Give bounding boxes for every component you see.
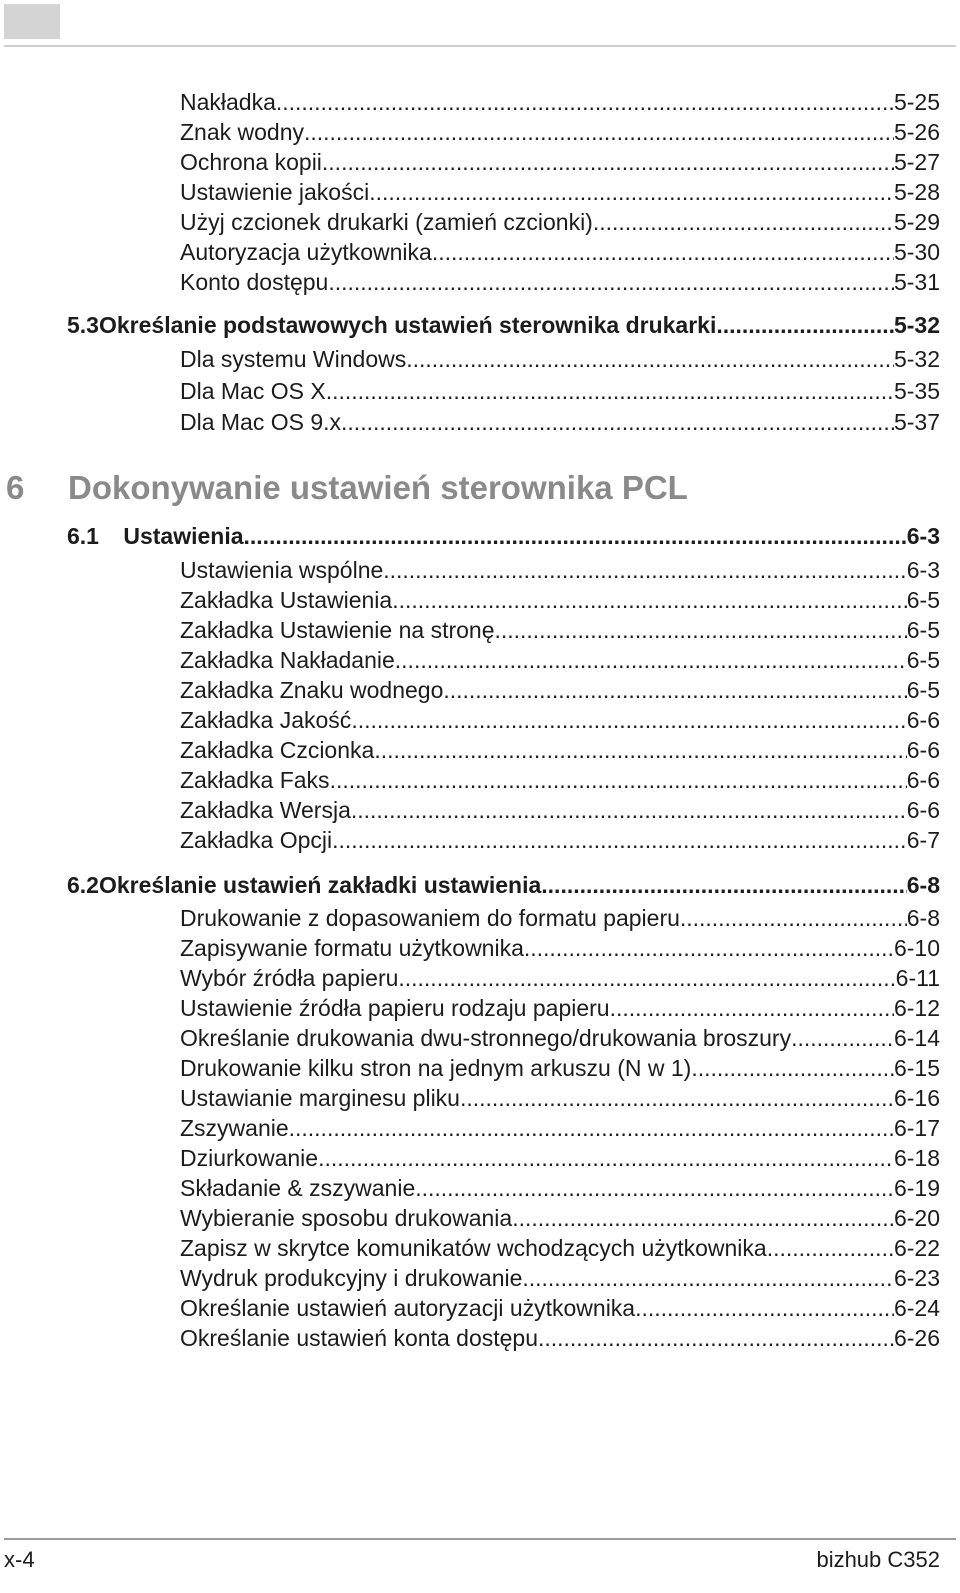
toc-entry[interactable] xyxy=(180,147,940,177)
toc-entry-title: Zakładka Ustawienie na stronę xyxy=(180,617,495,643)
toc-entry-page: 6-3 xyxy=(906,557,940,583)
section-title: Określanie podstawowych ustawień sterownika drukarki xyxy=(98,312,717,338)
toc-section-6-2[interactable] xyxy=(67,870,940,900)
toc-entry-title: Zakładka Jakość xyxy=(180,707,352,733)
dot-leader xyxy=(524,933,894,963)
toc-entry[interactable] xyxy=(180,675,940,705)
dot-leader xyxy=(351,705,906,735)
toc-entry[interactable] xyxy=(180,376,940,406)
toc-entry[interactable] xyxy=(180,1263,940,1293)
dot-leader xyxy=(791,1023,894,1053)
toc-entry-title: Zakładka Nakładanie xyxy=(180,647,395,673)
toc-entry[interactable] xyxy=(180,237,940,267)
toc-entry[interactable] xyxy=(180,1203,940,1233)
toc-entry-page: 5-27 xyxy=(893,149,940,175)
dot-leader xyxy=(330,765,907,795)
toc-entry-page: 6-5 xyxy=(906,647,940,673)
dot-leader xyxy=(716,310,894,340)
section-number: 6.1 xyxy=(67,523,99,549)
toc-entry[interactable] xyxy=(180,993,940,1023)
toc-entry-title: Nakładka xyxy=(180,89,276,115)
toc-entry[interactable] xyxy=(180,585,940,615)
toc-entry-page: 6-6 xyxy=(906,737,940,763)
toc-entry[interactable] xyxy=(180,344,940,374)
toc-entry-page: 6-7 xyxy=(906,827,940,853)
toc-entry-title: Znak wodny xyxy=(180,119,305,145)
toc-section-6-1[interactable] xyxy=(67,521,940,551)
toc-entry-page: 5-32 xyxy=(893,346,940,372)
toc-entry[interactable] xyxy=(180,705,940,735)
toc-entry-page: 6-12 xyxy=(893,995,940,1021)
dot-leader xyxy=(374,735,906,765)
toc-entry-title: Zakładka Faks xyxy=(180,767,330,793)
toc-entry-page: 6-18 xyxy=(893,1145,940,1171)
footer-product-name: bizhub C352 xyxy=(816,1547,940,1572)
dot-leader xyxy=(406,344,894,374)
dot-leader xyxy=(443,675,906,705)
dot-leader xyxy=(276,87,894,117)
dot-leader xyxy=(326,376,894,406)
toc-entry-title: Składanie & zszywanie xyxy=(180,1175,416,1201)
dot-leader xyxy=(289,1113,894,1143)
toc-entry-title: Zakładka Znaku wodnego xyxy=(180,677,444,703)
section-number: 5.3 xyxy=(67,312,99,338)
dot-leader xyxy=(522,1263,894,1293)
toc-entry-title: Autoryzacja użytkownika xyxy=(180,239,432,265)
toc-entry-title: Zszywanie xyxy=(180,1115,289,1141)
toc-entry-page: 6-23 xyxy=(893,1265,940,1291)
toc-entry-title: Zakładka Ustawienia xyxy=(180,587,393,613)
toc-chapter-6[interactable] xyxy=(6,468,940,508)
footer-rule xyxy=(4,1538,956,1540)
section-title: Ustawienia xyxy=(123,523,244,549)
section-title: Określanie ustawień zakładki ustawienia xyxy=(98,872,542,898)
toc-entry-page: 5-28 xyxy=(893,179,940,205)
toc-entry-title: Ustawienia wspólne xyxy=(180,557,384,583)
toc-entry-page: 6-19 xyxy=(893,1175,940,1201)
toc-entry-title: Zakładka Wersja xyxy=(180,797,351,823)
toc-entry[interactable] xyxy=(180,1083,940,1113)
dot-leader xyxy=(244,521,907,551)
toc-entry[interactable] xyxy=(180,825,940,855)
toc-entry[interactable] xyxy=(180,177,940,207)
dot-leader xyxy=(767,1233,894,1263)
toc-entry-page: 5-35 xyxy=(893,378,940,404)
dot-leader xyxy=(351,795,907,825)
toc-entry-page: 6-8 xyxy=(906,905,940,931)
dot-leader xyxy=(392,585,907,615)
toc-entry[interactable] xyxy=(180,117,940,147)
toc-entry-title: Drukowanie kilku stron na jednym arkuszu (N w 1) xyxy=(180,1055,692,1081)
chapter-title: Dokonywanie ustawień sterownika PCL xyxy=(68,469,688,506)
toc-entry[interactable] xyxy=(180,765,940,795)
toc-entry[interactable] xyxy=(180,615,940,645)
toc-entry-page: 6-15 xyxy=(893,1055,940,1081)
toc-entry-title: Wybieranie sposobu drukowania xyxy=(180,1205,513,1231)
toc-entry[interactable] xyxy=(180,207,940,237)
toc-entry[interactable] xyxy=(180,933,940,963)
section-number: 6.2 xyxy=(67,872,99,898)
toc-entry[interactable] xyxy=(180,1323,940,1353)
toc-entry-page: 6-22 xyxy=(893,1235,940,1261)
dot-leader xyxy=(398,963,895,993)
toc-entry-page: 6-24 xyxy=(893,1295,940,1321)
toc-entry-title: Zakładka Opcji xyxy=(180,827,333,853)
toc-entry[interactable] xyxy=(180,1173,940,1203)
toc-entry-title: Dla Mac OS 9.x xyxy=(180,409,342,435)
toc-entry-title: Wydruk produkcyjny i drukowanie xyxy=(180,1265,523,1291)
dot-leader xyxy=(538,1323,894,1353)
toc-entry-title: Ochrona kopii xyxy=(180,149,322,175)
dot-leader xyxy=(635,1293,894,1323)
toc-entry-page: 6-6 xyxy=(906,707,940,733)
toc-entry-title: Określanie ustawień konta dostępu xyxy=(180,1325,538,1351)
toc-entry-title: Określanie ustawień autoryzacji użytkownika xyxy=(180,1295,636,1321)
dot-leader xyxy=(304,117,894,147)
toc-entry-title: Określanie drukowania dwu-stronnego/drukowania broszury xyxy=(180,1025,792,1051)
toc-entry-title: Zapisywanie formatu użytkownika xyxy=(180,935,524,961)
toc-entry-page: 5-31 xyxy=(893,269,940,295)
toc-entry-title: Drukowanie z dopasowaniem do formatu papieru xyxy=(180,905,680,931)
toc-entry[interactable] xyxy=(180,267,940,297)
toc-entry-page: 6-14 xyxy=(893,1025,940,1051)
toc-entry-page: 6-6 xyxy=(906,767,940,793)
toc-section-5-3[interactable] xyxy=(67,310,940,340)
toc-entry[interactable] xyxy=(180,1233,940,1263)
toc-entry-page: 6-5 xyxy=(906,677,940,703)
toc-entry[interactable] xyxy=(180,1113,940,1143)
toc-entry-title: Konto dostępu xyxy=(180,269,329,295)
dot-leader xyxy=(680,903,907,933)
toc-entry-title: Dla systemu Windows xyxy=(180,346,407,372)
toc-entry[interactable] xyxy=(180,1023,940,1053)
footer-page-label: x-4 xyxy=(4,1547,35,1572)
chapter-number: 6 xyxy=(6,469,25,506)
toc-entry-title: Ustawienie źródła papieru rodzaju papieru xyxy=(180,995,610,1021)
toc-entry[interactable] xyxy=(180,555,940,585)
dot-leader xyxy=(341,407,894,437)
toc-entry-page: 6-17 xyxy=(893,1115,940,1141)
dot-leader xyxy=(691,1053,894,1083)
header-tab-block xyxy=(4,4,60,39)
toc-entry-page: 6-20 xyxy=(893,1205,940,1231)
toc-entry-page: 6-10 xyxy=(893,935,940,961)
toc-entry-title: Ustawienie jakości xyxy=(180,179,370,205)
dot-leader xyxy=(318,1143,894,1173)
toc-entry-page: 6-5 xyxy=(906,617,940,643)
dot-leader xyxy=(415,1173,894,1203)
header-rule xyxy=(4,45,956,47)
toc-entry-page: 5-25 xyxy=(893,89,940,115)
toc-entry-page: 6-16 xyxy=(893,1085,940,1111)
dot-leader xyxy=(512,1203,894,1233)
dot-leader xyxy=(383,555,906,585)
dot-leader xyxy=(593,207,894,237)
dot-leader xyxy=(495,615,907,645)
dot-leader xyxy=(369,177,894,207)
dot-leader xyxy=(610,993,894,1023)
dot-leader xyxy=(332,825,907,855)
toc-entry[interactable] xyxy=(180,1293,940,1323)
toc-entry-title: Zapisz w skrytce komunikatów wchodzących użytkownika xyxy=(180,1235,767,1261)
toc-entry-page: 5-29 xyxy=(893,209,940,235)
toc-entry[interactable] xyxy=(180,407,940,437)
toc-entry[interactable] xyxy=(180,963,940,993)
toc-entry[interactable] xyxy=(180,645,940,675)
toc-entry-page: 5-37 xyxy=(893,409,940,435)
toc-entry[interactable] xyxy=(180,1143,940,1173)
toc-entry-title: Dziurkowanie xyxy=(180,1145,319,1171)
dot-leader xyxy=(460,1083,894,1113)
toc-entry-page: 6-26 xyxy=(893,1325,940,1351)
toc-entry[interactable] xyxy=(180,903,940,933)
toc-entry-title: Dla Mac OS X xyxy=(180,378,326,404)
toc-entry-page: 5-26 xyxy=(893,119,940,145)
toc-entry[interactable] xyxy=(180,735,940,765)
section-page: 5-32 xyxy=(893,312,940,338)
dot-leader xyxy=(322,147,894,177)
toc-entry-page: 5-30 xyxy=(893,239,940,265)
toc-entry-title: Ustawianie marginesu pliku xyxy=(180,1085,460,1111)
dot-leader xyxy=(432,237,894,267)
section-page: 6-3 xyxy=(906,523,940,549)
toc-entry-title: Zakładka Czcionka xyxy=(180,737,375,763)
dot-leader xyxy=(328,267,894,297)
toc-entry[interactable] xyxy=(180,795,940,825)
toc-entry-page: 6-5 xyxy=(906,587,940,613)
dot-leader xyxy=(395,645,907,675)
toc-entry[interactable] xyxy=(180,1053,940,1083)
toc-entry-page: 6-11 xyxy=(895,965,940,991)
toc-entry-title: Użyj czcionek drukarki (zamień czcionki) xyxy=(180,209,593,235)
section-page: 6-8 xyxy=(906,872,940,898)
toc-entry-title: Wybór źródła papieru xyxy=(180,965,399,991)
toc-entry-page: 6-6 xyxy=(906,797,940,823)
toc-entry[interactable] xyxy=(180,87,940,117)
dot-leader xyxy=(541,870,906,900)
